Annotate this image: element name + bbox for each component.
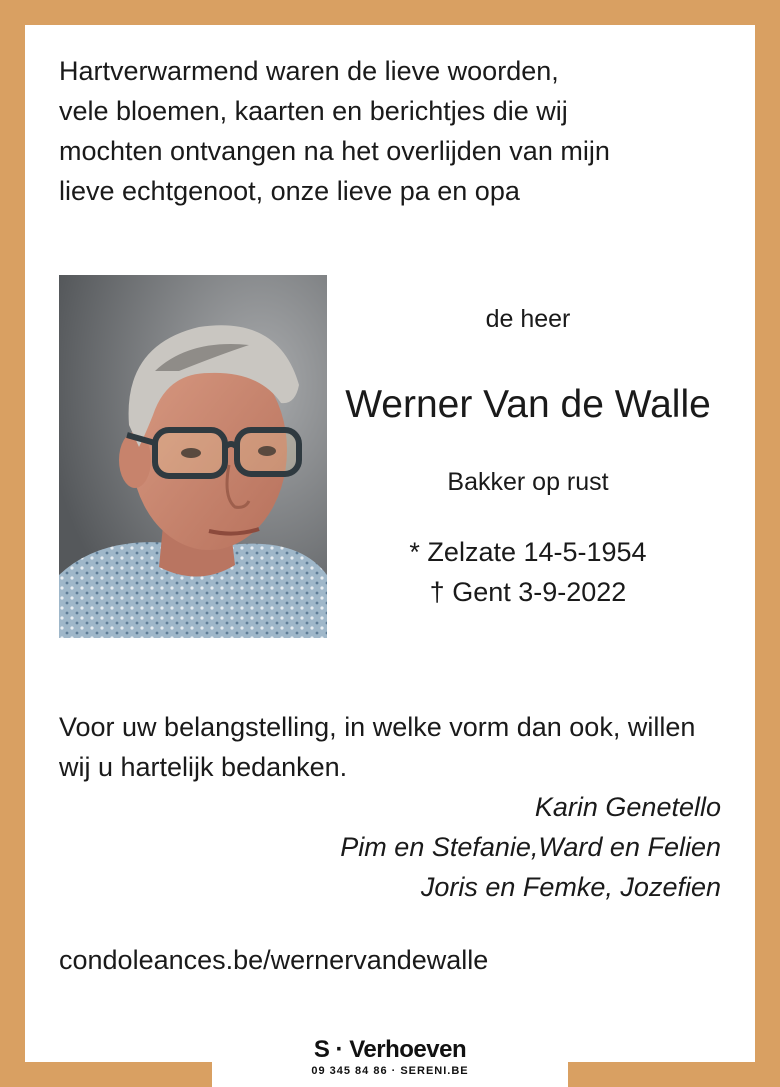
thanks-line: wij u hartelijk bedanken. bbox=[59, 752, 348, 782]
thanks-text bbox=[59, 707, 739, 787]
salutation: de heer bbox=[485, 305, 571, 333]
funeral-home-logo bbox=[25, 1036, 755, 1078]
memorial-card bbox=[25, 25, 755, 1062]
intro-text bbox=[59, 51, 699, 211]
family-line: Joris en Femke, Jozefien bbox=[420, 872, 721, 902]
logo-contact: 09 345 84 86 · SERENI.BE bbox=[311, 1065, 469, 1077]
thanks-line: Voor uw belangstelling, in welke vorm dan ook, willen bbox=[59, 712, 696, 742]
family-line: Karin Genetello bbox=[534, 792, 721, 822]
intro-line: mochten ontvangen na het overlijden van mijn bbox=[59, 136, 610, 166]
deceased-name: Werner Van de Walle bbox=[345, 383, 711, 426]
death-info: † Gent 3-9-2022 bbox=[429, 577, 627, 607]
intro-line: vele bloemen, kaarten en berichtjes die wij bbox=[59, 96, 568, 126]
logo-text: S · Verhoeven bbox=[313, 1036, 467, 1063]
occupation: Bakker op rust bbox=[447, 468, 609, 496]
intro-line: lieve echtgenoot, onze lieve pa en opa bbox=[59, 176, 520, 206]
family-signature bbox=[340, 787, 721, 907]
birth-info: * Zelzate 14-5-1954 bbox=[409, 537, 647, 567]
intro-line: Hartverwarmend waren de lieve woorden, bbox=[59, 56, 559, 86]
portrait-photo bbox=[59, 275, 327, 638]
family-line: Pim en Stefanie,Ward en Felien bbox=[340, 832, 721, 862]
condolence-link[interactable]: condoleances.be/wernervandewalle bbox=[59, 945, 489, 975]
